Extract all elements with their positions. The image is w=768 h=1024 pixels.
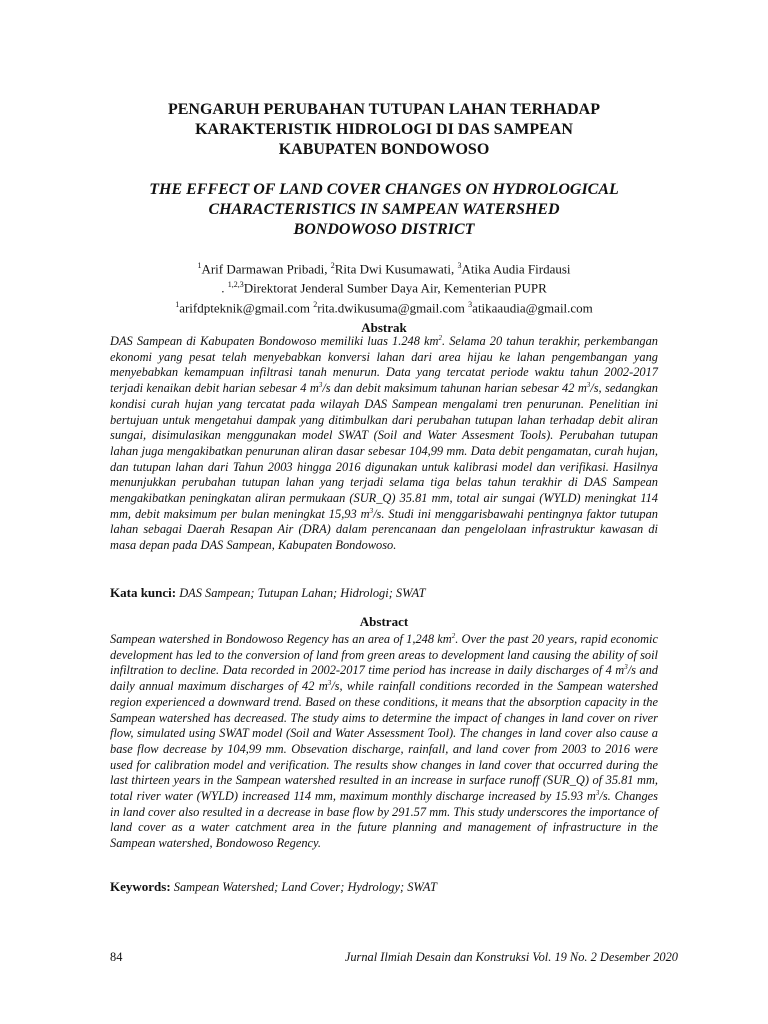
keywords-list: Sampean Watershed; Land Cover; Hydrology; SWAT [170, 880, 437, 894]
abstract-text: DAS Sampean di Kabupaten Bondowoso memiliki luas 1.248 km [110, 334, 439, 348]
title-line: PENGARUH PERUBAHAN TUTUPAN LAHAN TERHADAP [167, 101, 601, 118]
author-name: Atika Audia Firdausi [461, 261, 571, 277]
unit-superscript: 2 [451, 631, 456, 640]
journal-name: Jurnal Ilmiah Desain dan Konstruksi Vol. 19 No. 2 Desember 2020 [344, 950, 678, 964]
title-indonesian [60, 100, 708, 160]
author-names [60, 258, 708, 277]
email-index: 3 [468, 299, 473, 309]
email-index: 1 [175, 299, 180, 309]
keywords-label: Keywords: [110, 879, 171, 894]
email-address[interactable]: rita.dwikusuma@gmail.com [317, 299, 469, 315]
abstract-text: /s. Studi ini menggarisbawahi pentingnya faktor tutupan lahan sebagai Daerah Resapan Air (DRA) dalam perencanaan dan pengelolaan infrastruktur kawasan di masa depan pada DAS Sampean, Kabupaten Bondowoso. [110, 506, 658, 553]
keywords-list: DAS Sampean; Tutupan Lahan; Hidrologi; SWAT [176, 586, 426, 600]
abstract-text: /s, sedangkan kondisi curah hujan yang tercatat pada wilayah DAS Sampean mengalami tren penurunan. Penelitian ini bertujuan untuk mengetahui dampak yang ditimbulkan dari perubahan tutupan lahan terhadap debit aliran sungai, disimulasikan menggunakan model SWAT (Soil and Water Assesment Tools). Perubahan tutupan lahan juga mengakibatkan penurunan aliran dasar sebesar 104,99 mm. Data debit pengamatan, curah hujan, dan tutupan lahan dari Tahun 2003 hingga 2016 digunakan untuk kalibrasi model dan verifikasi. Hasilnya menunjukkan perubahan tutupan lahan yang terjadi selama tiga belas tahun terakhir di DAS Sampean mengakibatkan peningkatan aliran permukaan (SUR_Q) 35.81 mm, total air sungai (WYLD) meningkat 114 mm, debit maksimum per bulan meningkat 15,93 m [110, 381, 658, 521]
abstract-heading: Abstract [359, 614, 409, 629]
unit-superscript: 3 [595, 788, 600, 797]
author-affiliation [60, 277, 708, 296]
unit-superscript: 3 [586, 380, 591, 389]
unit-superscript: 3 [369, 506, 374, 515]
abstract-text: Sampean watershed in Bondowoso Regency has an area of 1,248 km [110, 632, 452, 646]
abstract-text: /s and daily annual maximum discharges of 42 m [110, 663, 658, 694]
abstract-text: . Selama 20 tahun terakhir, perkembangan ekonomi yang pesat telah menyebabkan konversi lahan dari area hijau ke lahan pengembangan yang menyebabkan kemampuan infiltrasi tanah menurun. Data yang tercatat periode waktu tahun 2002-2017 terjadi kenaikan debit harian sebesar 4 m [110, 334, 658, 396]
affiliation-text: Direktorat Jenderal Sumber Daya Air, Kementerian PUPR [243, 280, 547, 296]
unit-superscript: 3 [624, 663, 628, 672]
email-address[interactable]: atikaaudia@gmail.com [472, 299, 593, 315]
title-line: KARAKTERISTIK HIDROLOGI DI DAS SAMPEAN [195, 121, 573, 138]
email-address[interactable]: arifdpteknik@gmail.com [179, 299, 314, 315]
author-index: 1 [197, 261, 202, 270]
title-english [60, 180, 708, 240]
title-line: THE EFFECT OF LAND COVER CHANGES ON HYDROLOGICAL [149, 181, 619, 198]
abstract-text: . Over the past 20 years, rapid economic development has led to the conversion of land from green areas to development land causing the ability of soil infiltration to decline. Data recorded in 2002-2017 time period has increase in daily discharges of 4 m [110, 632, 658, 678]
author-name: Arif Darmawan Pribadi, [201, 261, 331, 277]
unit-superscript: 3 [318, 380, 323, 389]
abstract-text: /s dan debit maksimum tahunan harian sebesar 42 m [322, 381, 587, 396]
author-index: 3 [457, 261, 462, 270]
author-block [60, 258, 708, 316]
abstract-text: /s, while rainfall conditions recorded in the Sampean watershed region experienced a downward trend. Based on these conditions, it means that the absorption capacity in the Sampean watershed has decreased. The study aims to determine the impact of changes in land cover on river flow, simulated using SWAT model (Soil and Water Assessment Tool). The changes in land cover also cause a base flow decrease by 104,99 mm. Obsevation discharge, rainfall, and land cover from 2003 to 2016 were used for calibration model and verification. The results show changes in land cover that occurred during the last thirteen years in the Sampean watershed resulted in an increase in surface runoff (SUR_Q) of 35.81 mm, total river water (WYLD) increased 114 mm, maximum monthly discharge increased by 15.93 m [110, 679, 658, 804]
kata-kunci [110, 585, 658, 601]
unit-superscript: 3 [327, 678, 332, 687]
abstrak-body [110, 334, 658, 554]
title-line: KABUPATEN BONDOWOSO [278, 141, 490, 158]
title-line: BONDOWOSO DISTRICT [293, 221, 475, 238]
affiliation-index: 1,2,3 [227, 280, 244, 290]
abstract-body [110, 632, 658, 852]
author-emails [60, 297, 708, 316]
keywords [110, 879, 658, 895]
email-index: 2 [313, 299, 318, 309]
affiliation-prefix: . [221, 280, 228, 296]
keywords-label: Kata kunci: [110, 585, 177, 600]
author-index: 2 [330, 261, 335, 270]
title-line: CHARACTERISTICS IN SAMPEAN WATERSHED [208, 201, 560, 218]
unit-superscript: 2 [438, 333, 442, 342]
author-name: Rita Dwi Kusumawati, [334, 261, 458, 277]
abstrak-heading: Abstrak [361, 320, 407, 335]
abstract-text: /s. Changes in land cover also resulted in a decrease in base flow by 291.57 mm. This study underscores the importance of land cover as a water catchment area in the future planning and management of infrastructure in the Sampean watershed, Bondowoso Regency. [110, 789, 658, 851]
page-number: 84 [110, 950, 123, 964]
